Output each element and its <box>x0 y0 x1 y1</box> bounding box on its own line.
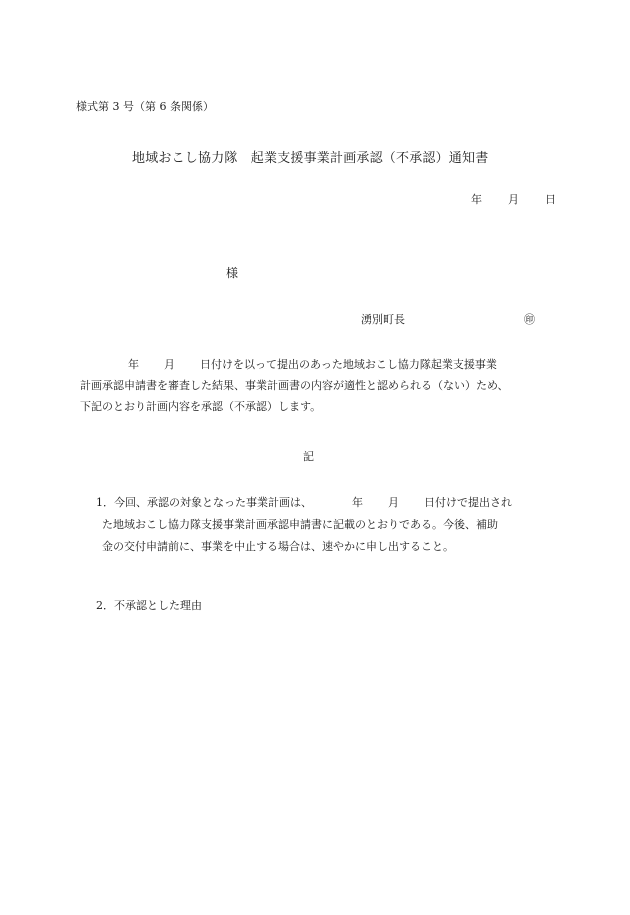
body-year: 年 <box>128 358 139 371</box>
addressee-honorific: 様 <box>226 266 239 280</box>
list-item <box>96 595 202 617</box>
date-year-label: 年 <box>471 193 482 206</box>
list-item <box>96 492 512 558</box>
form-number: 様式第 3 号（第 6 条関係） <box>76 100 214 113</box>
item-1-line-1 <box>96 492 512 514</box>
item-2-text: 不承認とした理由 <box>114 599 202 612</box>
item-1-text-a: 今回、承認の対象となった事業計画は、 <box>114 496 312 509</box>
document-title: 地域おこし協力隊 起業支援事業計画承認（不承認）通知書 <box>132 151 489 166</box>
body-line-1 <box>80 354 509 375</box>
item-1-year: 年 <box>352 496 363 509</box>
body-line-1-text: 日付けを以って提出のあった地域おこし協力隊起業支援事業 <box>200 358 497 371</box>
item-1-line-2: た地域おこし協力隊支援事業計画承認申請書に記載のとおりである。今後、補助 <box>102 518 498 531</box>
date-month-label: 月 <box>508 193 519 206</box>
date-day-label: 日 <box>545 193 556 206</box>
item-1-line-3: 金の交付申請前に、事業を中止する場合は、速やかに申し出すること。 <box>102 540 454 553</box>
notice-body <box>80 354 509 417</box>
item-1-text-b: 日付けで提出され <box>424 496 512 509</box>
issuer-name: 湧別町長 <box>361 313 405 326</box>
ki-heading: 記 <box>303 450 314 463</box>
seal-mark: ㊞ <box>524 313 535 326</box>
item-1-number: 1． <box>96 496 114 509</box>
item-1-month: 月 <box>388 496 399 509</box>
item-2-number: 2． <box>96 599 114 612</box>
body-line-2: 計画承認申請書を審査した結果、事業計画書の内容が適性と認められる（ない）ため、 <box>80 379 509 392</box>
body-month: 月 <box>164 358 175 371</box>
body-line-3: 下記のとおり計画内容を承認（不承認）します。 <box>80 400 322 413</box>
